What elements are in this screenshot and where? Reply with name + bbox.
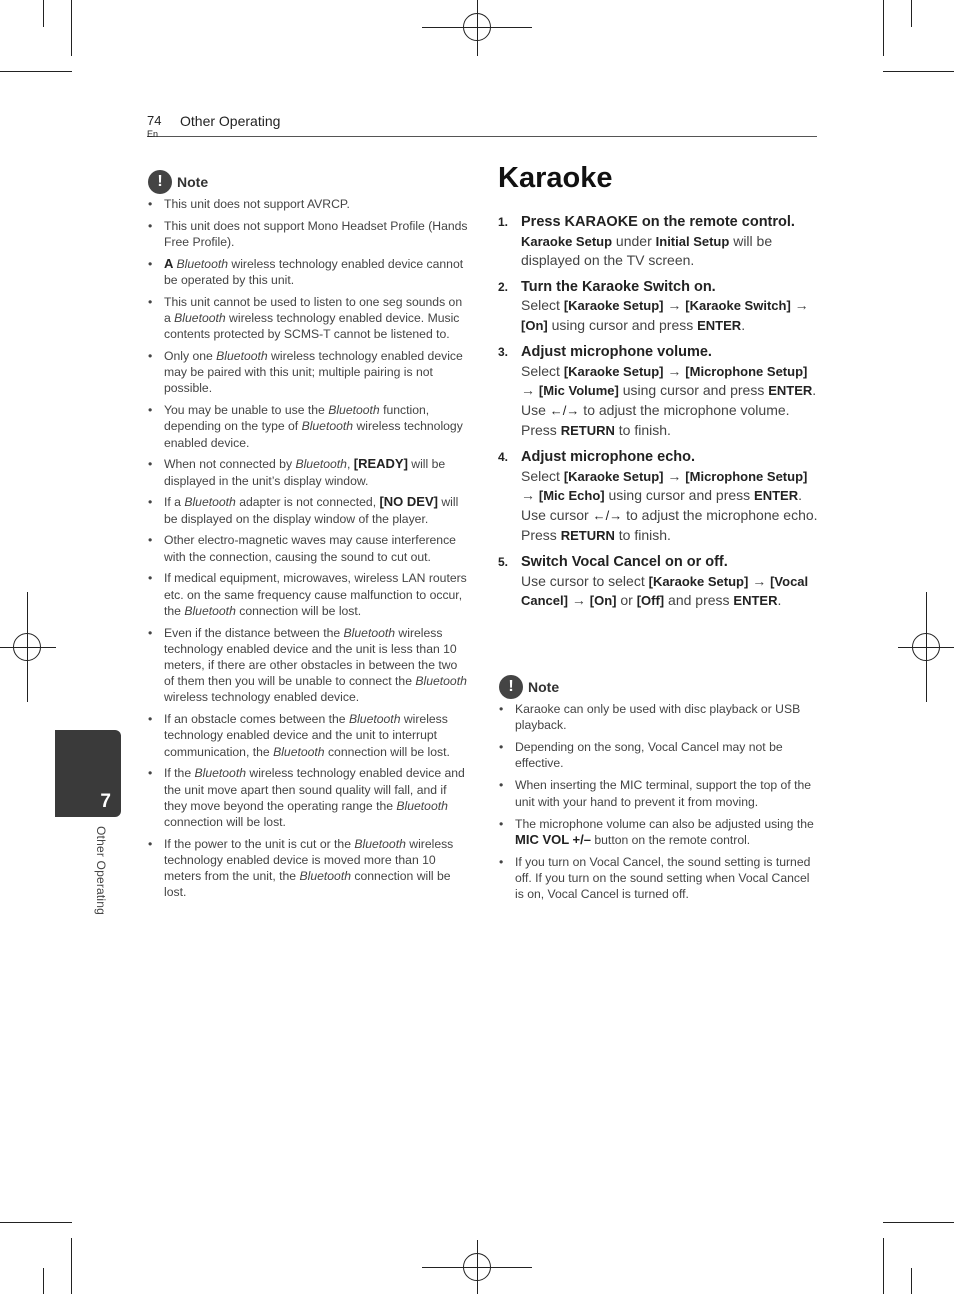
ui-term: RETURN <box>560 527 615 543</box>
ui-term: [Microphone Setup] <box>685 363 808 379</box>
step-text <box>521 401 818 421</box>
note-item <box>148 256 470 288</box>
text-run: Select <box>521 297 564 314</box>
emphasis-text: Bluetooth <box>184 603 236 618</box>
ui-term: [Off] <box>636 593 665 609</box>
text-run: Press <box>521 526 561 543</box>
note-item <box>148 348 470 397</box>
emphasis-text: Bluetooth <box>415 674 467 689</box>
text-run: If the <box>164 766 195 781</box>
page-language: En <box>147 129 159 139</box>
text-run: . <box>777 592 782 609</box>
exclamation-icon: ! <box>499 675 523 699</box>
text-run: If the power to the unit is cut or the <box>164 836 355 851</box>
text-run: and press <box>664 592 734 609</box>
page-header <box>147 112 817 137</box>
ui-term: [On] <box>589 593 617 609</box>
text-run: If an obstacle comes between the <box>164 712 349 727</box>
left-note-heading <box>148 170 208 194</box>
ui-term: [Karaoke Switch] <box>685 298 791 314</box>
text-run: Depending on the song, Vocal Cancel may not be effective. <box>515 740 783 771</box>
emphasis-text: Bluetooth <box>184 495 236 510</box>
step-text <box>521 362 818 401</box>
cursor-keys: ←/→ <box>592 507 623 523</box>
text-run: → <box>663 362 686 379</box>
text-run: You may be unable to use the <box>164 403 329 418</box>
ui-term: ENTER <box>697 317 742 333</box>
text-run: or <box>616 592 637 609</box>
note-item <box>148 402 470 451</box>
page-number: 74 <box>147 113 162 128</box>
note-item <box>148 494 470 526</box>
text-run: connection will be lost. <box>324 744 450 759</box>
emphasis-text: Bluetooth <box>176 256 229 271</box>
step-text <box>521 526 818 546</box>
karaoke-steps <box>498 213 818 619</box>
text-run: , <box>346 457 354 472</box>
emphasis-text: Bluetooth <box>174 311 226 325</box>
text-run: to finish. <box>614 421 671 438</box>
step-text <box>521 421 818 441</box>
exclamation-icon: ! <box>148 170 172 194</box>
step-text <box>521 296 818 335</box>
ui-term: [Vocal Cancel] <box>521 573 809 609</box>
text-run: wireless technology enabled device cannot be operated by this unit. <box>164 256 464 287</box>
note-item <box>499 816 817 848</box>
emphasis-text: Bluetooth <box>348 712 401 727</box>
note-item <box>499 701 817 733</box>
text-run: connection will be lost. <box>164 815 286 830</box>
step-text <box>521 572 818 611</box>
ui-term: RETURN <box>560 422 615 438</box>
text-run: Select <box>521 467 564 484</box>
text-run: Even if the distance between the <box>164 625 344 640</box>
text-run: If you turn on Vocal Cancel, the sound setting is turned off. If you turn on the sound setting when Vocal Cancel is on, Vocal Cancel is turned off. <box>515 854 811 902</box>
text-run: If a <box>164 495 185 510</box>
emphasis-text: Bluetooth <box>354 836 406 851</box>
step-item <box>498 278 818 336</box>
step-title: Adjust microphone echo. <box>521 449 696 466</box>
text-run: When inserting the MIC terminal, support the top of the unit with your hand to prevent it from moving. <box>515 778 812 809</box>
text-run: using cursor and press <box>618 382 769 399</box>
text-run: . <box>812 382 817 399</box>
step-number: 2. <box>498 279 509 294</box>
text-run: under <box>612 232 656 249</box>
right-note-list <box>499 701 817 908</box>
text-run: This unit does not support Mono Headset Profile (Hands Free Profile). <box>164 218 468 249</box>
emphasis-text: Bluetooth <box>194 766 246 781</box>
ui-term: [On] <box>521 317 548 333</box>
note-item <box>499 739 817 771</box>
text-run: connection will be lost. <box>164 869 451 900</box>
text-run: will be displayed on the display window of the player. <box>164 495 459 526</box>
emphasis-text: Bluetooth <box>273 744 325 759</box>
text-run: connection will be lost. <box>235 603 362 618</box>
emphasis-text: Bluetooth <box>299 869 351 884</box>
ui-term: [Karaoke Setup] <box>563 298 664 314</box>
ui-term: A <box>164 255 177 271</box>
step-item <box>498 213 818 270</box>
text-run: button on the remote control. <box>590 832 751 847</box>
step-text <box>521 467 818 506</box>
step-number: 5. <box>498 555 509 570</box>
text-run: → <box>521 487 539 504</box>
text-run: This unit does not support AVRCP. <box>164 197 350 211</box>
note-item <box>148 532 470 564</box>
text-run: using cursor and press <box>547 316 698 333</box>
text-run: When not connected by <box>164 457 296 472</box>
ui-term: [Karaoke Setup] <box>563 363 664 379</box>
note-item <box>148 625 470 706</box>
ui-term: ENTER <box>754 488 799 504</box>
note-item <box>148 456 470 488</box>
note-label: Note <box>528 679 560 695</box>
emphasis-text: Bluetooth <box>343 625 396 640</box>
step-number: 4. <box>498 450 509 465</box>
chapter-tab <box>55 730 121 817</box>
note-item <box>148 711 470 760</box>
left-note-list <box>148 196 470 906</box>
text-run: . <box>798 487 802 504</box>
header-title: Other Operating <box>180 113 281 129</box>
text-run: will be displayed on the TV screen. <box>521 232 773 269</box>
text-run: → <box>748 572 771 589</box>
text-run: wireless technology enabled device and the unit is less than 10 meters, if there are other obstacles in between the two of them then you will be unable to connect the <box>164 625 458 689</box>
ui-term: ENTER <box>768 383 813 399</box>
step-title: Turn the Karaoke Switch on. <box>521 278 716 295</box>
text-run: wireless technology enabled device is moved more than 10 meters from the unit, the <box>164 836 454 884</box>
step-title: Adjust microphone volume. <box>521 344 712 361</box>
step-number: 1. <box>498 215 509 229</box>
ui-term: [Microphone Setup] <box>685 468 808 484</box>
chapter-number: 7 <box>100 791 111 812</box>
ui-term: Initial Setup <box>655 233 730 249</box>
text-run: Use cursor <box>521 506 593 523</box>
ui-term: [Mic Volume] <box>538 383 619 399</box>
text-run: wireless technology enabled device and the unit move apart then sound quality will fall, and if they move beyond the operating range the <box>164 766 465 813</box>
text-run: adapter is not connected, <box>235 495 380 510</box>
text-run: Select <box>521 362 564 379</box>
emphasis-text: Bluetooth <box>396 798 448 813</box>
text-run: wireless technology enabled device may be paired with this unit; multiple pairing is not possible. <box>164 349 463 396</box>
note-item <box>499 854 817 903</box>
step-item <box>498 343 818 440</box>
text-run: to finish. <box>614 526 671 543</box>
step-text <box>521 506 818 526</box>
text-run: using cursor and press <box>604 487 755 504</box>
ui-term: [Mic Echo] <box>538 488 605 504</box>
ui-term: ENTER <box>733 593 778 609</box>
step-title: Press KARAOKE on the remote control. <box>521 214 795 230</box>
text-run: to adjust the microphone volume. <box>579 402 790 419</box>
text-run: wireless technology enabled device and the unit to interrupt communication, the <box>164 712 448 759</box>
cursor-keys: ←/→ <box>549 403 580 419</box>
note-item <box>148 294 470 343</box>
note-item <box>148 836 470 901</box>
text-run: → <box>663 467 686 484</box>
text-run: Use <box>521 402 550 419</box>
text-run: → <box>790 297 809 314</box>
text-run: Press <box>521 421 561 438</box>
ui-term: [READY] <box>353 456 408 472</box>
text-run: If medical equipment, microwaves, wireless LAN routers etc. on the same frequency cause malfunction to occur, the <box>164 571 467 618</box>
step-item <box>498 553 818 611</box>
ui-term: [Karaoke Setup] <box>648 573 749 589</box>
right-note-heading <box>499 675 559 699</box>
text-run: → <box>521 382 539 399</box>
step-number: 3. <box>498 345 509 360</box>
step-item <box>498 448 818 545</box>
text-run: This unit cannot be used to listen to one seg sounds on a <box>164 294 463 325</box>
text-run: The microphone volume can also be adjusted using the <box>515 816 814 831</box>
text-run: Other electro-magnetic waves may cause interference with the connection, causing the sound to cut out. <box>164 533 456 564</box>
section-title: Karaoke <box>498 162 613 194</box>
text-run: Only one <box>164 349 217 363</box>
ui-term: [NO DEV] <box>379 494 438 510</box>
note-item <box>148 218 470 250</box>
chapter-label: Other Operating <box>94 826 108 916</box>
step-text <box>521 232 818 270</box>
text-run: Karaoke can only be used with disc playback or USB playback. <box>515 702 801 733</box>
text-run: to adjust the microphone echo. <box>622 506 818 523</box>
text-run: wireless technology enabled device. <box>164 419 463 450</box>
note-label: Note <box>177 174 209 190</box>
emphasis-text: Bluetooth <box>328 403 380 418</box>
ui-term: MIC VOL +/– <box>515 831 591 847</box>
note-item <box>148 570 470 619</box>
text-run: wireless technology enabled device. <box>164 690 360 705</box>
text-run: . <box>741 316 746 333</box>
note-item <box>499 777 817 809</box>
emphasis-text: Bluetooth <box>295 457 347 472</box>
text-run: Use cursor to select <box>521 572 649 589</box>
text-run: → <box>663 297 686 314</box>
text-run: function, depending on the type of <box>164 403 430 434</box>
text-run: → <box>567 592 590 609</box>
text-run: will be displayed in the unit’s display window. <box>164 457 446 488</box>
note-item <box>148 765 470 830</box>
emphasis-text: Bluetooth <box>216 349 268 363</box>
emphasis-text: Bluetooth <box>301 419 354 434</box>
text-run: wireless technology enabled device. Music contents protected by SCMS-T cannot be listened to. <box>164 311 460 342</box>
ui-term: [Karaoke Setup] <box>563 468 664 484</box>
ui-term: Karaoke Setup <box>521 233 613 249</box>
note-item <box>148 196 470 212</box>
step-title: Switch Vocal Cancel on or off. <box>521 554 728 571</box>
